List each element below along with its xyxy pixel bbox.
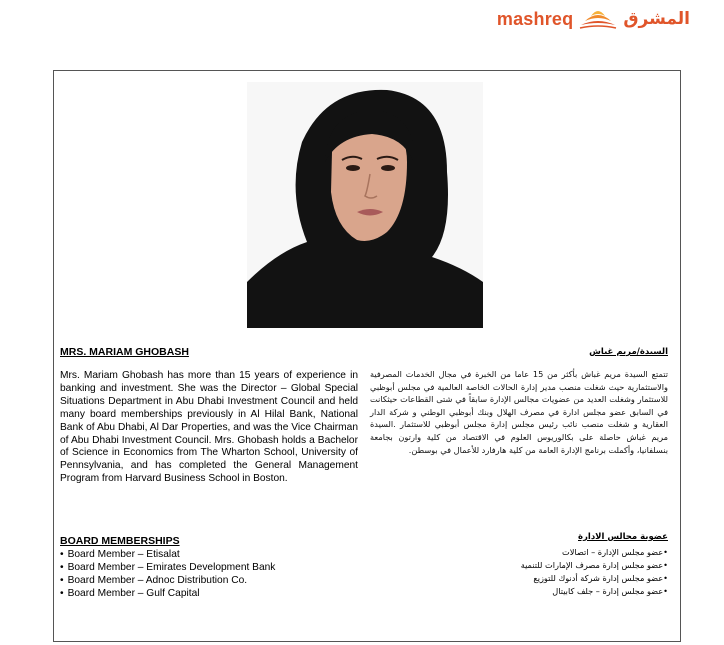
portrait-photo: [247, 82, 483, 328]
arabic-memberships-heading: عضوية مجالس الادارة: [578, 532, 668, 542]
list-item: • Board Member – Adnoc Distribution Co.: [60, 574, 275, 587]
arabic-memberships-list: [521, 546, 668, 598]
english-bio: Mrs. Mariam Ghobash has more than 15 years of experience in banking and investment. She was the Director – Global Special Situations Department in Abu Dhabi Investment Council and held many board memberships previously in Al Hilal Bank, National Bank of Abu Dhabi, Al Dar Properties, and was the Vice Chairman of Abu Dhabi Investment Council. Mrs. Ghobash holds a Bachelor of Science in Economics from The Wharton School, University of Pennsylvania, and has completed the General Management Program from Harvard Business School in Boston.: [60, 370, 358, 485]
logo-arabic-text: المشرق: [623, 9, 690, 29]
list-item: •عضو مجلس الإدارة – اتصالات: [561, 547, 668, 557]
english-name-heading: MRS. MARIAM GHOBASH: [60, 346, 189, 358]
list-item: • Board Member – Emirates Development Bank: [60, 561, 275, 574]
arabic-bio: تتمتع السيدة مريم غباش بأكثر من 15 عاما من الخبرة في مجال الخدمات المصرفية والاستثمارية حيث شغلت منصب مدير إدارة الحالات الخاصة العالمية في مجلس أبوظبي للاستثمار وشغلت العديد من عضويات مجالس الإدارة سابقاً في شتى القطاعات حيثكانت في السابق عضو مجلس ادارة في مصرف الهلال وبنك أبوظبي الوطني و شركة الدار العقارية و شغلت منصب نائب رئيس مجلس إدارة مجلس أبوظبي للاستثمار .السيدة مريم غباش حاصلة على بكالوريوس العلوم في الاقتصاد من كلية وارتون بجامعة بنسلفانيا، وأكملت برنامج الإدارة العامة من كلية هارفارد للأعمال في بوسطن.: [370, 369, 668, 455]
mashreq-sun-icon: [579, 7, 617, 31]
arabic-name-heading: السيدة/مريم غباش: [589, 347, 668, 357]
list-item: • Board Member – Etisalat: [60, 548, 275, 561]
english-memberships-list: [60, 548, 275, 600]
mashreq-logo: [497, 6, 690, 32]
list-item: •عضو مجلس إدارة مصرف الإمارات للتنمية: [520, 560, 668, 570]
logo-latin-text: mashreq: [496, 8, 574, 29]
list-item: •عضو مجلس إدارة شركة أدنوك للتوزيع: [533, 573, 668, 583]
list-item: •عضو مجلس إدارة – جلف كابيتال: [552, 586, 668, 596]
english-memberships-heading: BOARD MEMBERSHIPS: [60, 535, 180, 547]
list-item: • Board Member – Gulf Capital: [60, 587, 275, 600]
